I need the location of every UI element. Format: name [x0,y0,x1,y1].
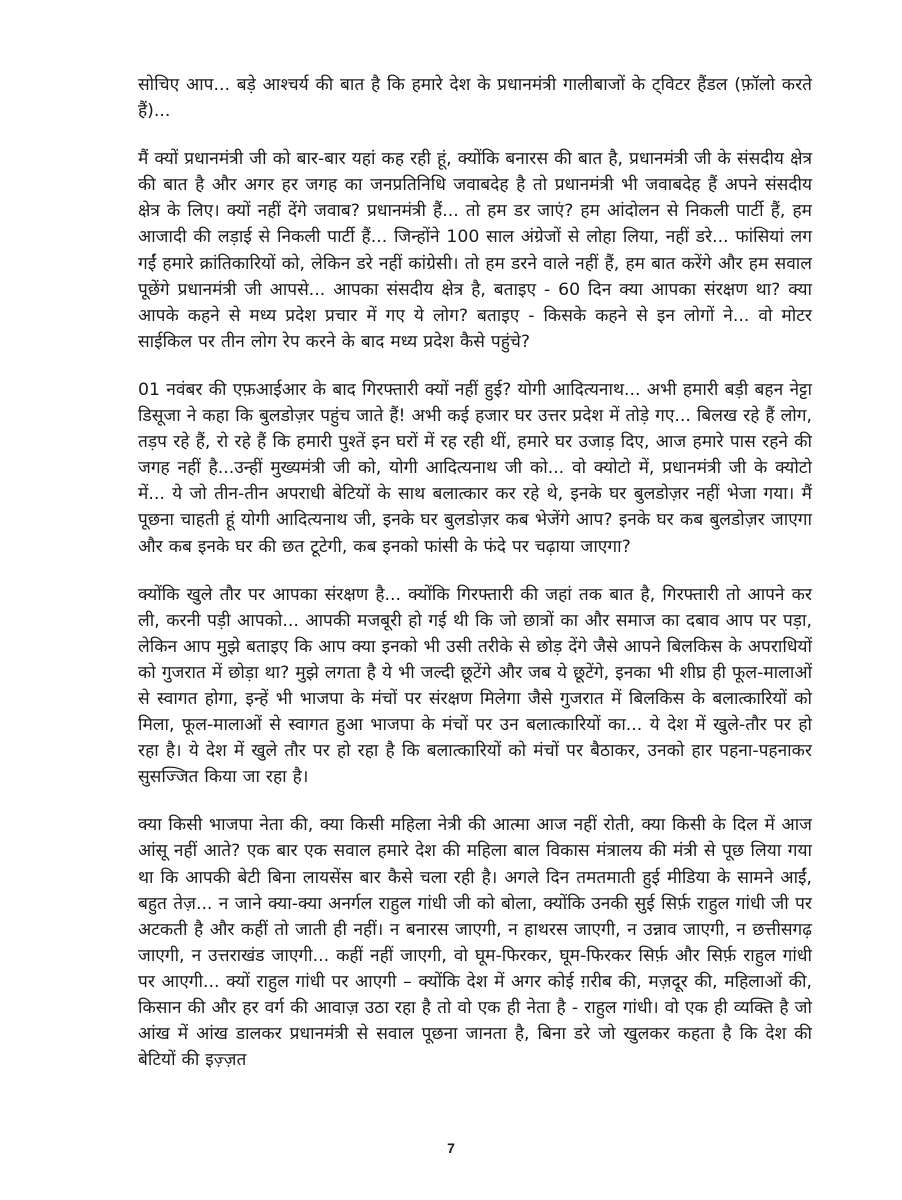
paragraph-4: क्योंकि खुले तौर पर आपका संरक्षण है... क्योंकि गिरफ्तारी की जहां तक बात है, गिरफ्तारी तो आपने कर ली, करनी पड़ी आपको... आपकी मजबूरी हो गई थी कि जो छात्रों का और समाज का दबाव आप पर पड़ा, लेकिन आप मुझे बताइए कि आप क्या इनको भी उसी तरीके से छोड़ देंगे जैसे आपने बिलकिस के अपराधियों को गुजरात में छोड़ा था? मुझे लगता है ये भी जल्दी छूटेंगे और जब ये छूटेंगे, इनका भी शीघ्र ही फूल-मालाओं से स्वागत होगा, इन्हें भी भाजपा के मंचों पर संरक्षण मिलेगा जैसे गुजरात में बिलकिस के बलात्कारियों को मिला, फूल-मालाओं से स्वागत हुआ भाजपा के मंचों पर उन बलात्कारियों का... ये देश में खुले-तौर पर हो रहा है। ये देश में खुले तौर पर हो रहा है कि बलात्कारियों को मंचों पर बैठाकर, उनको हार पहना-पहनाकर सुसज्जित किया जा रहा है। [138,584,812,788]
paragraph-5: क्या किसी भाजपा नेता की, क्या किसी महिला नेत्री की आत्मा आज नहीं रोती, क्या किसी के दिल में आज आंसू नहीं आते? एक बार एक सवाल हमारे देश की महिला बाल विकास मंत्रालय की मंत्री से पूछ लिया गया था कि आपकी बेटी बिना लायसेंस बार कैसे चला रही है। अगले दिन तमतमाती हुई मीडिया के सामने आईं, बहुत तेज़... न जाने क्या-क्या अनर्गल राहुल गांधी जी को बोला, क्योंकि उनकी सुई सिर्फ़ राहुल गांधी जी पर अटकती है और कहीं तो जाती ही नहीं। न बनारस जाएगी, न हाथरस जाएगी, न उन्नाव जाएगी, न छत्तीसगढ़ जाएगी, न उत्तराखंड जाएगी... कहीं नहीं जाएगी, वो घूम-फिरकर, घूम-फिरकर सिर्फ़ और सिर्फ़ राहुल गांधी पर आएगी... क्यों राहुल गांधी पर आएगी – क्योंकि देश में अगर कोई ग़रीब की, मज़दूर की, महिलाओं की, किसान की और हर वर्ग की आवाज़ उठा रहा है तो वो एक ही नेता है - राहुल गांधी। वो एक ही व्यक्ति है जो आंख में आंख डालकर प्रधानमंत्री से सवाल पूछना जानता है, बिना डरे जो खुलकर कहता है कि देश की बेटियों की इज़्ज़त [138,815,812,1071]
paragraph-2: मैं क्यों प्रधानमंत्री जी को बार-बार यहां कह रही हूं, क्योंकि बनारस की बात है, प्रधानमंत्री जी के संसदीय क्षेत्र की बात है और अगर हर जगह का जनप्रतिनिधि जवाबदेह है तो प्रधानमंत्री भी जवाबदेह हैं अपने संसदीय क्षेत्र के लिए। क्यों नहीं देंगे जवाब? प्रधानमंत्री हैं... तो हम डर जाएं? हम आंदोलन से निकली पार्टी हैं, हम आजादी की लड़ाई से निकली पार्टी हैं... जिन्होंने 100 साल अंग्रेजों से लोहा लिया, नहीं डरे... फांसियां लग गईं हमारे क्रांतिकारियों को, लेकिन डरे नहीं कांग्रेसी। तो हम डरने वाले नहीं हैं, हम बात करेंगे और हम सवाल पूछेंगे प्रधानमंत्री जी आपसे... आपका संसदीय क्षेत्र है, बताइए - 60 दिन क्या आपका संरक्षण था? क्या आपके कहने से मध्य प्रदेश प्रचार में गए ये लोग? बताइए - किसके कहने से इन लोगों ने... वो मोटर साईकिल पर तीन लोग रेप करने के बाद मध्य प्रदेश कैसे पहुंचे? [138,149,812,352]
page-number: 7 [447,1140,455,1156]
paragraph-1: सोचिए आप... बड़े आश्चर्य की बात है कि हमारे देश के प्रधानमंत्री गालीबाजों के ट्विटर हैंडल (फ़ॉलो करते हैं)... [138,75,812,122]
paragraph-3: 01 नवंबर की एफ़आईआर के बाद गिरफ्तारी क्यों नहीं हुई? योगी आदित्यनाथ... अभी हमारी बड़ी बहन नेट्टा डिसूजा ने कहा कि बुलडोज़र पहुंच जाते हैं! अभी कई हजार घर उत्तर प्रदेश में तोड़े गए... बिलख रहे हैं लोग, तड़प रहे हैं, रो रहे हैं कि हमारी पुश्तें इन घरों में रह रही थीं, हमारे घर उजाड़ दिए, आज हमारे पास रहने की जगह नहीं है...उन्हीं मुख्यमंत्री जी को, योगी आदित्यनाथ जी को... वो क्योटो में, प्रधानमंत्री जी के क्योटो में... ये जो तीन-तीन अपराधी बेटियों के साथ बलात्कार कर रहे थे, इनके घर बुलडोज़र नहीं भेजा गया। मैं पूछना चाहती हूं योगी आदित्यनाथ जी, इनके घर बुलडोज़र कब भेजेंगे आप? इनके घर कब बुलडोज़र जाएगा और कब इनके घर की छत टूटेगी, कब इनको फांसी के फंदे पर चढ़ाया जाएगा? [138,379,812,557]
